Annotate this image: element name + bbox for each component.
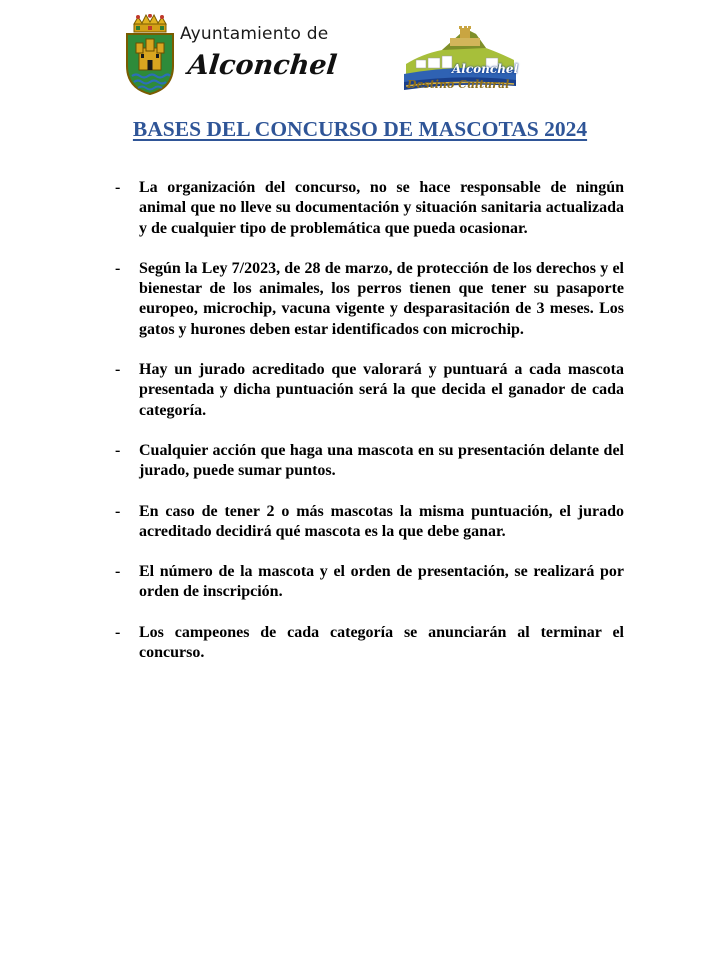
rule-bullet: - bbox=[115, 502, 121, 520]
rule-item bbox=[0, 441, 720, 482]
rule-text: En caso de tener 2 o más mascotas la misma puntuación, el jurado acreditado decidirá qué mascota es la que debe ganar. bbox=[139, 502, 624, 540]
rule-text: Los campeones de cada categoría se anunciarán al terminar el concurso. bbox=[139, 623, 624, 662]
rule-text: Hay un jurado acreditado que valorará y puntuará a cada mascota presentada y dicha puntuación será la que decida el ganador de cada categoría. bbox=[139, 361, 624, 419]
coat-of-arms-logo bbox=[122, 14, 178, 96]
rule-text: La organización del concurso, no se hace responsable de ningún animal que no lleve su documentación y situación sanitaria actualizada y de cualquier tipo de problemática que pueda ocasionar. bbox=[139, 179, 624, 237]
rule-text: Cualquier acción que haga una mascota en su presentación delante del jurado, puede sumar puntos. bbox=[139, 441, 624, 480]
rule-item bbox=[0, 502, 720, 543]
rule-text: Según la Ley 7/2023, de 28 de marzo, de protección de los derechos y el bienestar de los animales, los perros tienen que tener su pasaporte europeo, microchip, vacuna vigente y desparasitación de 3 meses. Los gatos y hurones deben estar identificados con microchip. bbox=[139, 259, 624, 338]
municipality-name: Alconchel bbox=[186, 50, 339, 81]
rule-bullet: - bbox=[115, 361, 121, 379]
rule-item bbox=[0, 562, 720, 603]
municipality-label: Ayuntamiento de bbox=[180, 24, 329, 44]
rule-text: El número de la mascota y el orden de presentación, se realizará por orden de inscripción. bbox=[139, 563, 624, 601]
brand-logo-tagline: Destino Cultural bbox=[407, 78, 510, 91]
rule-item bbox=[0, 623, 720, 664]
rule-bullet: - bbox=[115, 441, 121, 459]
rule-bullet: - bbox=[115, 259, 121, 277]
rules-list bbox=[0, 178, 720, 683]
rule-item bbox=[0, 259, 720, 340]
rule-item bbox=[0, 360, 720, 421]
brand-logo-name: Alconchel bbox=[452, 62, 519, 76]
document-title: BASES DEL CONCURSO DE MASCOTAS 2024 bbox=[132, 117, 588, 141]
rule-bullet: - bbox=[115, 623, 121, 641]
rule-item bbox=[0, 178, 720, 239]
rule-bullet: - bbox=[115, 179, 121, 196]
rule-bullet: - bbox=[115, 563, 121, 581]
